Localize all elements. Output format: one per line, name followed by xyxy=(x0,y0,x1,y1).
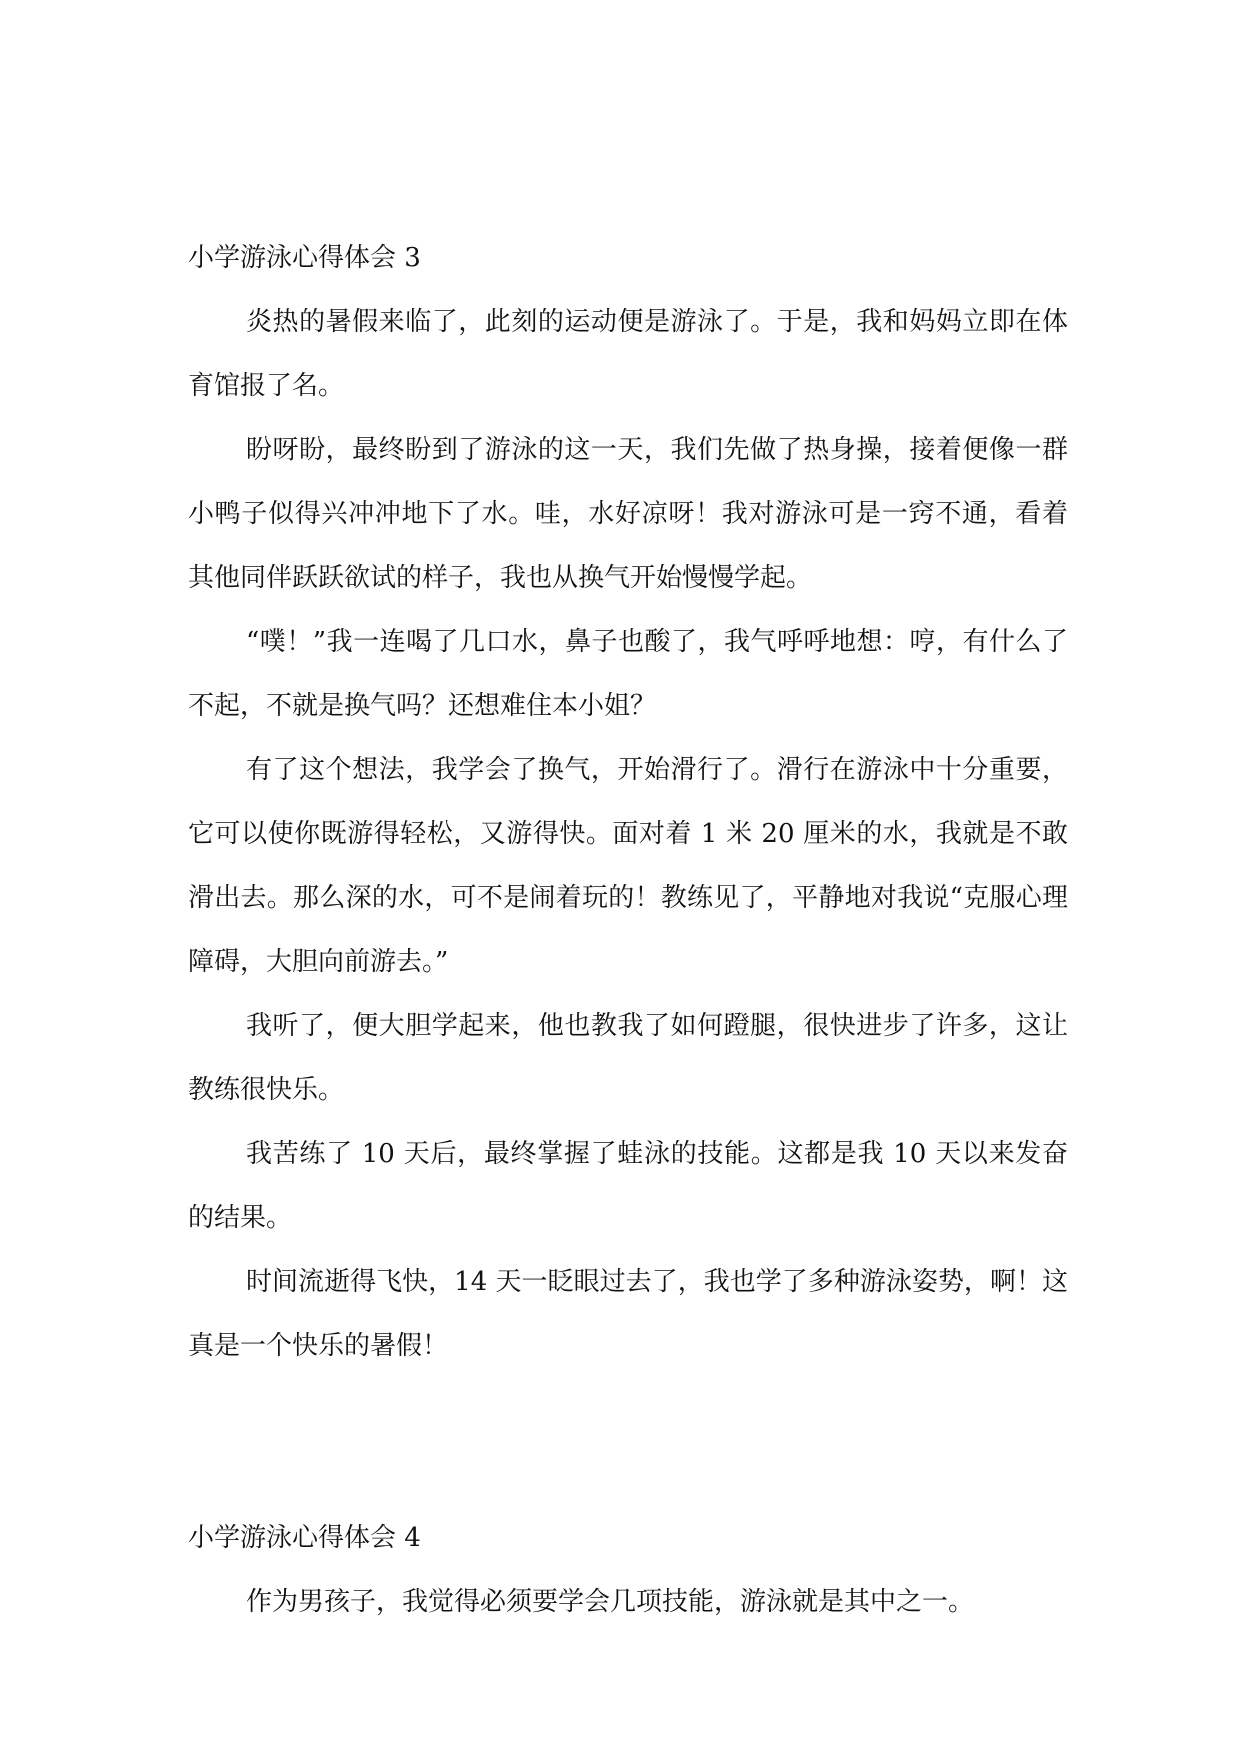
paragraph: 有了这个想法，我学会了换气，开始滑行了。滑行在游泳中十分重要，它可以使你既游得轻松，又游得快。面对着 1 米 20 厘米的水，我就是不敢滑出去。那么深的水，可不是闹着玩的！教练见了，平静地对我说“克服心理障碍，大胆向前游去。” xyxy=(188,755,1068,977)
paragraph: 炎热的暑假来临了，此刻的运动便是游泳了。于是，我和妈妈立即在体育馆报了名。 xyxy=(188,307,1068,401)
section-title-3: 小学游泳心得体会 3 xyxy=(188,243,421,273)
paragraph: “噗！”我一连喝了几口水，鼻子也酸了，我气呼呼地想：哼，有什么了不起，不就是换气吗？还想难住本小姐？ xyxy=(188,627,1068,721)
paragraph: 我听了，便大胆学起来，他也教我了如何蹬腿，很快进步了许多，这让教练很快乐。 xyxy=(188,1011,1068,1105)
paragraph: 我苦练了 10 天后，最终掌握了蛙泳的技能。这都是我 10 天以来发奋的结果。 xyxy=(188,1139,1068,1233)
section-title-4: 小学游泳心得体会 4 xyxy=(188,1523,421,1553)
section-gap xyxy=(188,1378,1068,1506)
paragraph: 作为男孩子，我觉得必须要学会几项技能，游泳就是其中之一。 xyxy=(246,1587,975,1617)
paragraph: 盼呀盼，最终盼到了游泳的这一天，我们先做了热身操，接着便像一群小鸭子似得兴冲冲地下了水。哇，水好凉呀！我对游泳可是一窍不通，看着其他同伴跃跃欲试的样子，我也从换气开始慢慢学起。 xyxy=(188,435,1068,593)
paragraph: 时间流逝得飞快，14 天一眨眼过去了，我也学了多种游泳姿势，啊！这真是一个快乐的暑假！ xyxy=(188,1267,1068,1361)
document-body xyxy=(188,226,1068,1634)
